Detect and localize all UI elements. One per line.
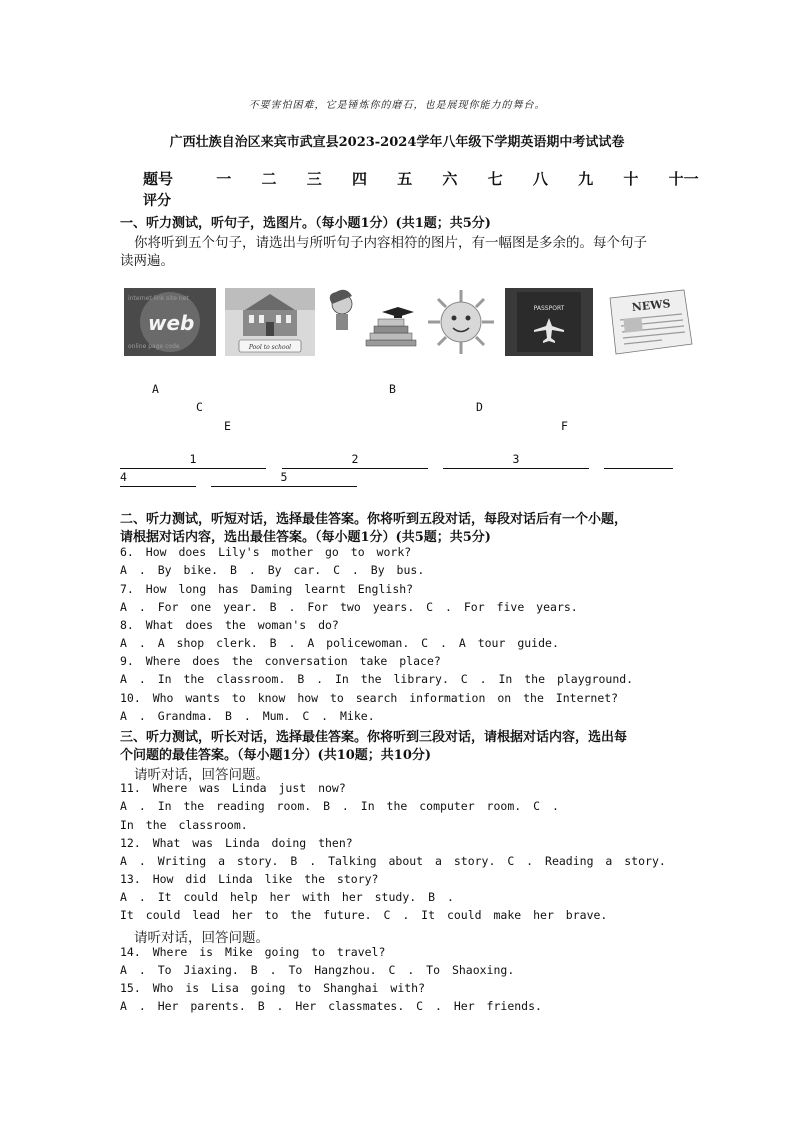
score-col: 十一: [668, 170, 699, 188]
option-label-d: D: [476, 400, 483, 414]
question-15: 15. Who is Lisa going to Shanghai with?: [120, 981, 426, 995]
answer-blank-5[interactable]: [211, 470, 357, 487]
section3-prompt-1: 请听对话，回答问题。: [134, 767, 269, 783]
options-11: A . In the reading room. B . In the computer room. C .: [120, 799, 559, 813]
section3-heading-2: 个问题的最佳答案。（每小题1分）(共10题；共10分): [120, 748, 432, 763]
question-11: 11. Where was Linda just now?: [120, 781, 346, 795]
options-13: A . It could help her with her study. B .: [120, 890, 454, 904]
section1-instruction-1: 你将听到五个句子，请选出与所听句子内容相符的图片，有一幅图是多余的。每个句子: [134, 235, 647, 251]
score-label: 评分: [143, 193, 171, 209]
blank-number: 5: [280, 470, 288, 484]
score-col: 六: [442, 170, 458, 188]
option-label-b: B: [389, 382, 396, 396]
option-label-a: A: [152, 382, 159, 396]
options-6: A . By bike. B . By car. C . By bus.: [120, 563, 425, 577]
svg-text:online page code: online page code: [128, 343, 180, 350]
motto: 不要害怕困难，它是锤炼你的磨石，也是展现你能力的舞台。: [248, 100, 546, 111]
option-label-f: F: [561, 419, 568, 433]
option-label-c: C: [196, 400, 203, 414]
score-col: 五: [397, 170, 413, 188]
question-12: 12. What was Linda doing then?: [120, 836, 353, 850]
options-10: A . Grandma. B . Mum. C . Mike.: [120, 709, 375, 723]
score-col: 三: [306, 170, 322, 188]
picture-sun: [422, 288, 500, 356]
options-9: A . In the classroom. B . In the library. C . In the playground.: [120, 672, 634, 686]
blank-number: 4: [120, 470, 127, 484]
options-13-cont: It could lead her to the future. C . It could make her brave.: [120, 908, 608, 922]
section3-prompt-2: 请听对话，回答问题。: [134, 930, 269, 946]
options-12: A . Writing a story. B . Talking about a story. C . Reading a story.: [120, 854, 666, 868]
score-col: 八: [532, 170, 548, 188]
answer-blank-3[interactable]: [443, 452, 589, 469]
picture-school: [225, 288, 315, 356]
passport-text: PASSPORT: [533, 305, 565, 312]
options-15: A . Her parents. B . Her classmates. C . Her friends.: [120, 999, 542, 1013]
options-14: A . To Jiaxing. B . To Hangzhou. C . To Shaoxing.: [120, 963, 515, 977]
section1-heading: 一、听力测试，听句子，选图片。（每小题1分）(共1题；共5分): [120, 216, 491, 231]
picture-books-girl: [322, 288, 418, 356]
answer-blank-1[interactable]: [120, 452, 266, 469]
question-6: 6. How does Lily's mother go to work?: [120, 545, 412, 559]
blank-number: 3: [512, 452, 520, 466]
picture-newspaper: [602, 288, 694, 356]
question-14: 14. Where is Mike going to travel?: [120, 945, 386, 959]
school-text: Pool to school: [248, 344, 292, 351]
options-11-cont: In the classroom.: [120, 818, 248, 832]
question-7: 7. How long has Daming learnt English?: [120, 582, 414, 596]
options-8: A . A shop clerk. B . A policewoman. C . A tour guide.: [120, 636, 559, 650]
answer-blank-4-start[interactable]: [604, 452, 673, 469]
svg-text:internet link site net: internet link site net: [128, 295, 189, 302]
score-col: 四: [351, 170, 367, 188]
picture-passport: [505, 288, 593, 356]
blank-number: 2: [351, 452, 359, 466]
answer-blank-2[interactable]: [282, 452, 428, 469]
web-text: web: [148, 311, 195, 335]
exam-title: 广西壮族自治区来宾市武宣县2023-2024学年八年级下学期英语期中考试试卷: [169, 135, 625, 150]
picture-web: [124, 288, 216, 356]
score-col: 七: [487, 170, 503, 188]
question-13: 13. How did Linda like the story?: [120, 872, 379, 886]
score-table: [143, 168, 709, 189]
question-8: 8. What does the woman's do?: [120, 618, 339, 632]
score-header-label: 题号: [143, 170, 174, 188]
score-col: 一: [216, 170, 232, 188]
question-9: 9. Where does the conversation take place?: [120, 654, 441, 668]
section2-heading-2: 请根据对话内容，选出最佳答案。（每小题1分）(共5题；共5分): [120, 530, 491, 545]
blank-number: 1: [189, 452, 197, 466]
section3-heading-1: 三、听力测试，听长对话，选择最佳答案。你将听到三段对话，请根据对话内容，选出每: [120, 730, 628, 745]
question-10: 10. Who wants to know how to search information on the Internet?: [120, 691, 619, 705]
section1-instruction-2: 读两遍。: [120, 253, 174, 269]
answer-blank-4[interactable]: [120, 470, 196, 487]
news-text: NEWS: [631, 297, 672, 315]
score-col: 二: [261, 170, 277, 188]
section2-heading-1: 二、听力测试，听短对话，选择最佳答案。你将听到五段对话，每段对话后有一个小题，: [120, 512, 628, 527]
score-col: 九: [578, 170, 594, 188]
score-col: 十: [623, 170, 639, 188]
options-7: A . For one year. B . For two years. C . For five years.: [120, 600, 578, 614]
option-label-e: E: [224, 419, 231, 433]
